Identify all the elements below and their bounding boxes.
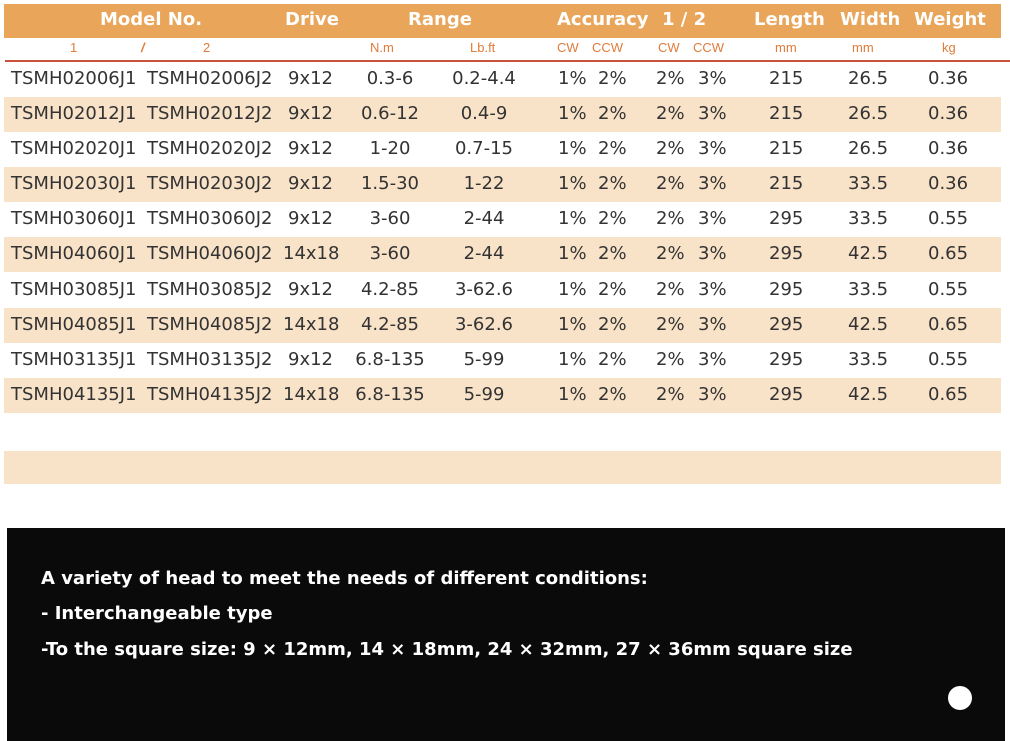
- sub-cw-1: CW: [557, 40, 579, 55]
- cell-weight: 0.65: [928, 243, 969, 264]
- sub-weight-unit: kg: [942, 40, 956, 55]
- spacer-band: [4, 451, 1001, 484]
- sub-ccw-2: CCW: [693, 40, 725, 55]
- cell-cw-1: 1%: [558, 138, 587, 159]
- cell-range-nm: 0.6-12: [360, 103, 420, 124]
- cell-cw-1: 1%: [558, 384, 587, 405]
- cell-model-1: TSMH04135J1: [11, 384, 137, 405]
- cell-drive: 9x12: [288, 103, 334, 124]
- cell-range-lbft: 0.7-15: [454, 138, 514, 159]
- table-row: [4, 273, 1001, 308]
- notes-line-1: A variety of head to meet the needs of different conditions:: [41, 568, 648, 589]
- cell-model-1: TSMH02012J1: [11, 103, 137, 124]
- sub-width-unit: mm: [852, 40, 874, 55]
- cell-model-1: TSMH04060J1: [11, 243, 137, 264]
- cell-length: 215: [769, 68, 804, 89]
- cell-drive: 9x12: [288, 208, 334, 229]
- cell-model-2: TSMH03135J2: [147, 349, 273, 370]
- cell-range-nm: 1.5-30: [360, 173, 420, 194]
- cell-range-lbft: 5-99: [463, 384, 505, 405]
- cell-ccw-1: 2%: [598, 243, 627, 264]
- cell-model-2: TSMH04085J2: [147, 314, 273, 335]
- table-row: [4, 97, 1001, 132]
- cell-model-2: TSMH02030J2: [147, 173, 273, 194]
- cell-range-nm: 4.2-85: [360, 279, 420, 300]
- cell-ccw-2: 3%: [698, 103, 727, 124]
- cell-cw-1: 1%: [558, 349, 587, 370]
- cell-width: 42.5: [848, 314, 889, 335]
- cell-ccw-2: 3%: [698, 138, 727, 159]
- cell-ccw-1: 2%: [598, 68, 627, 89]
- cell-width: 26.5: [848, 138, 889, 159]
- notes-panel: [7, 528, 1005, 741]
- scroll-dot-indicator[interactable]: [948, 686, 972, 710]
- cell-range-lbft: 1-22: [463, 173, 505, 194]
- cell-range-nm: 1-20: [369, 138, 411, 159]
- cell-cw-1: 1%: [558, 314, 587, 335]
- header-length: Length: [754, 9, 825, 30]
- cell-weight: 0.36: [928, 138, 969, 159]
- cell-drive: 14x18: [283, 384, 340, 405]
- cell-drive: 9x12: [288, 138, 334, 159]
- cell-cw-2: 2%: [656, 314, 685, 335]
- cell-length: 215: [769, 173, 804, 194]
- cell-range-lbft: 2-44: [463, 243, 505, 264]
- cell-weight: 0.55: [928, 349, 969, 370]
- table-row: [4, 62, 1001, 97]
- cell-cw-1: 1%: [558, 68, 587, 89]
- cell-range-nm: 3-60: [369, 243, 411, 264]
- cell-weight: 0.36: [928, 68, 969, 89]
- cell-drive: 9x12: [288, 68, 334, 89]
- sub-length-unit: mm: [775, 40, 797, 55]
- cell-cw-2: 2%: [656, 243, 685, 264]
- cell-ccw-2: 3%: [698, 279, 727, 300]
- cell-weight: 0.55: [928, 208, 969, 229]
- cell-width: 33.5: [848, 279, 889, 300]
- cell-ccw-1: 2%: [598, 208, 627, 229]
- cell-model-2: TSMH04060J2: [147, 243, 273, 264]
- cell-cw-1: 1%: [558, 243, 587, 264]
- sub-model-1: 1: [70, 40, 78, 55]
- cell-length: 215: [769, 103, 804, 124]
- cell-model-1: TSMH03060J1: [11, 208, 137, 229]
- sub-cw-2: CW: [658, 40, 680, 55]
- cell-drive: 14x18: [283, 243, 340, 264]
- cell-ccw-1: 2%: [598, 349, 627, 370]
- cell-model-2: TSMH03085J2: [147, 279, 273, 300]
- cell-drive: 14x18: [283, 314, 340, 335]
- cell-ccw-1: 2%: [598, 173, 627, 194]
- cell-model-2: TSMH03060J2: [147, 208, 273, 229]
- cell-range-nm: 6.8-135: [355, 349, 425, 370]
- header-range: Range: [408, 9, 472, 30]
- cell-cw-2: 2%: [656, 138, 685, 159]
- cell-cw-2: 2%: [656, 68, 685, 89]
- cell-range-nm: 4.2-85: [360, 314, 420, 335]
- sub-ccw-1: CCW: [592, 40, 624, 55]
- sub-model-2: 2: [203, 40, 211, 55]
- cell-length: 215: [769, 138, 804, 159]
- cell-cw-1: 1%: [558, 279, 587, 300]
- cell-width: 26.5: [848, 103, 889, 124]
- cell-model-1: TSMH03085J1: [11, 279, 137, 300]
- cell-drive: 9x12: [288, 279, 334, 300]
- cell-weight: 0.36: [928, 103, 969, 124]
- cell-ccw-1: 2%: [598, 314, 627, 335]
- cell-ccw-1: 2%: [598, 279, 627, 300]
- cell-model-2: TSMH02012J2: [147, 103, 273, 124]
- cell-width: 42.5: [848, 243, 889, 264]
- table-header: [4, 4, 1001, 38]
- cell-ccw-1: 2%: [598, 384, 627, 405]
- cell-ccw-2: 3%: [698, 384, 727, 405]
- cell-width: 33.5: [848, 208, 889, 229]
- cell-ccw-1: 2%: [598, 103, 627, 124]
- cell-length: 295: [769, 349, 804, 370]
- table-row: [4, 202, 1001, 237]
- cell-weight: 0.55: [928, 279, 969, 300]
- cell-ccw-2: 3%: [698, 68, 727, 89]
- header-weight: Weight: [914, 9, 986, 30]
- table-row: [4, 167, 1001, 202]
- cell-length: 295: [769, 243, 804, 264]
- table-row: [4, 308, 1001, 343]
- header-accuracy: Accuracy: [557, 9, 649, 30]
- cell-cw-2: 2%: [656, 349, 685, 370]
- cell-cw-2: 2%: [656, 384, 685, 405]
- sub-nm: N.m: [370, 40, 394, 55]
- cell-ccw-2: 3%: [698, 243, 727, 264]
- cell-model-1: TSMH03135J1: [11, 349, 137, 370]
- cell-width: 42.5: [848, 384, 889, 405]
- cell-ccw-1: 2%: [598, 138, 627, 159]
- cell-range-nm: 6.8-135: [355, 384, 425, 405]
- cell-range-nm: 3-60: [369, 208, 411, 229]
- cell-range-nm: 0.3-6: [366, 68, 414, 89]
- cell-length: 295: [769, 279, 804, 300]
- cell-drive: 9x12: [288, 349, 334, 370]
- cell-length: 295: [769, 314, 804, 335]
- table-row: [4, 132, 1001, 167]
- sub-lbft: Lb.ft: [470, 40, 496, 55]
- cell-ccw-2: 3%: [698, 173, 727, 194]
- cell-weight: 0.65: [928, 314, 969, 335]
- cell-cw-1: 1%: [558, 103, 587, 124]
- notes-line-3: -To the square size: 9 × 12mm, 14 × 18mm, 24 × 32mm, 27 × 36mm square size: [41, 639, 853, 660]
- cell-range-lbft: 0.2-4.4: [452, 68, 516, 89]
- cell-model-1: TSMH02020J1: [11, 138, 137, 159]
- header-drive: Drive: [285, 9, 339, 30]
- cell-length: 295: [769, 384, 804, 405]
- cell-model-1: TSMH02006J1: [11, 68, 137, 89]
- cell-length: 295: [769, 208, 804, 229]
- sub-model-slash: /: [141, 40, 145, 55]
- cell-range-lbft: 3-62.6: [454, 279, 514, 300]
- cell-cw-2: 2%: [656, 279, 685, 300]
- cell-range-lbft: 2-44: [463, 208, 505, 229]
- cell-ccw-2: 3%: [698, 349, 727, 370]
- cell-model-2: TSMH04135J2: [147, 384, 273, 405]
- cell-width: 33.5: [848, 173, 889, 194]
- cell-drive: 9x12: [288, 173, 334, 194]
- header-width: Width: [840, 9, 901, 30]
- cell-model-1: TSMH04085J1: [11, 314, 137, 335]
- cell-range-lbft: 3-62.6: [454, 314, 514, 335]
- table-row: [4, 237, 1001, 272]
- cell-cw-2: 2%: [656, 208, 685, 229]
- cell-weight: 0.65: [928, 384, 969, 405]
- cell-ccw-2: 3%: [698, 314, 727, 335]
- cell-cw-2: 2%: [656, 103, 685, 124]
- cell-range-lbft: 0.4-9: [460, 103, 508, 124]
- cell-model-1: TSMH02030J1: [11, 173, 137, 194]
- table-row: [4, 378, 1001, 413]
- cell-cw-1: 1%: [558, 173, 587, 194]
- cell-model-2: TSMH02020J2: [147, 138, 273, 159]
- header-accuracy-sets: 1 / 2: [662, 9, 707, 30]
- cell-ccw-2: 3%: [698, 208, 727, 229]
- cell-cw-2: 2%: [656, 173, 685, 194]
- cell-range-lbft: 5-99: [463, 349, 505, 370]
- header-model: Model No.: [100, 9, 203, 30]
- cell-model-2: TSMH02006J2: [147, 68, 273, 89]
- table-row: [4, 343, 1001, 378]
- cell-weight: 0.36: [928, 173, 969, 194]
- cell-width: 33.5: [848, 349, 889, 370]
- cell-width: 26.5: [848, 68, 889, 89]
- cell-cw-1: 1%: [558, 208, 587, 229]
- notes-line-2: - Interchangeable type: [41, 603, 273, 624]
